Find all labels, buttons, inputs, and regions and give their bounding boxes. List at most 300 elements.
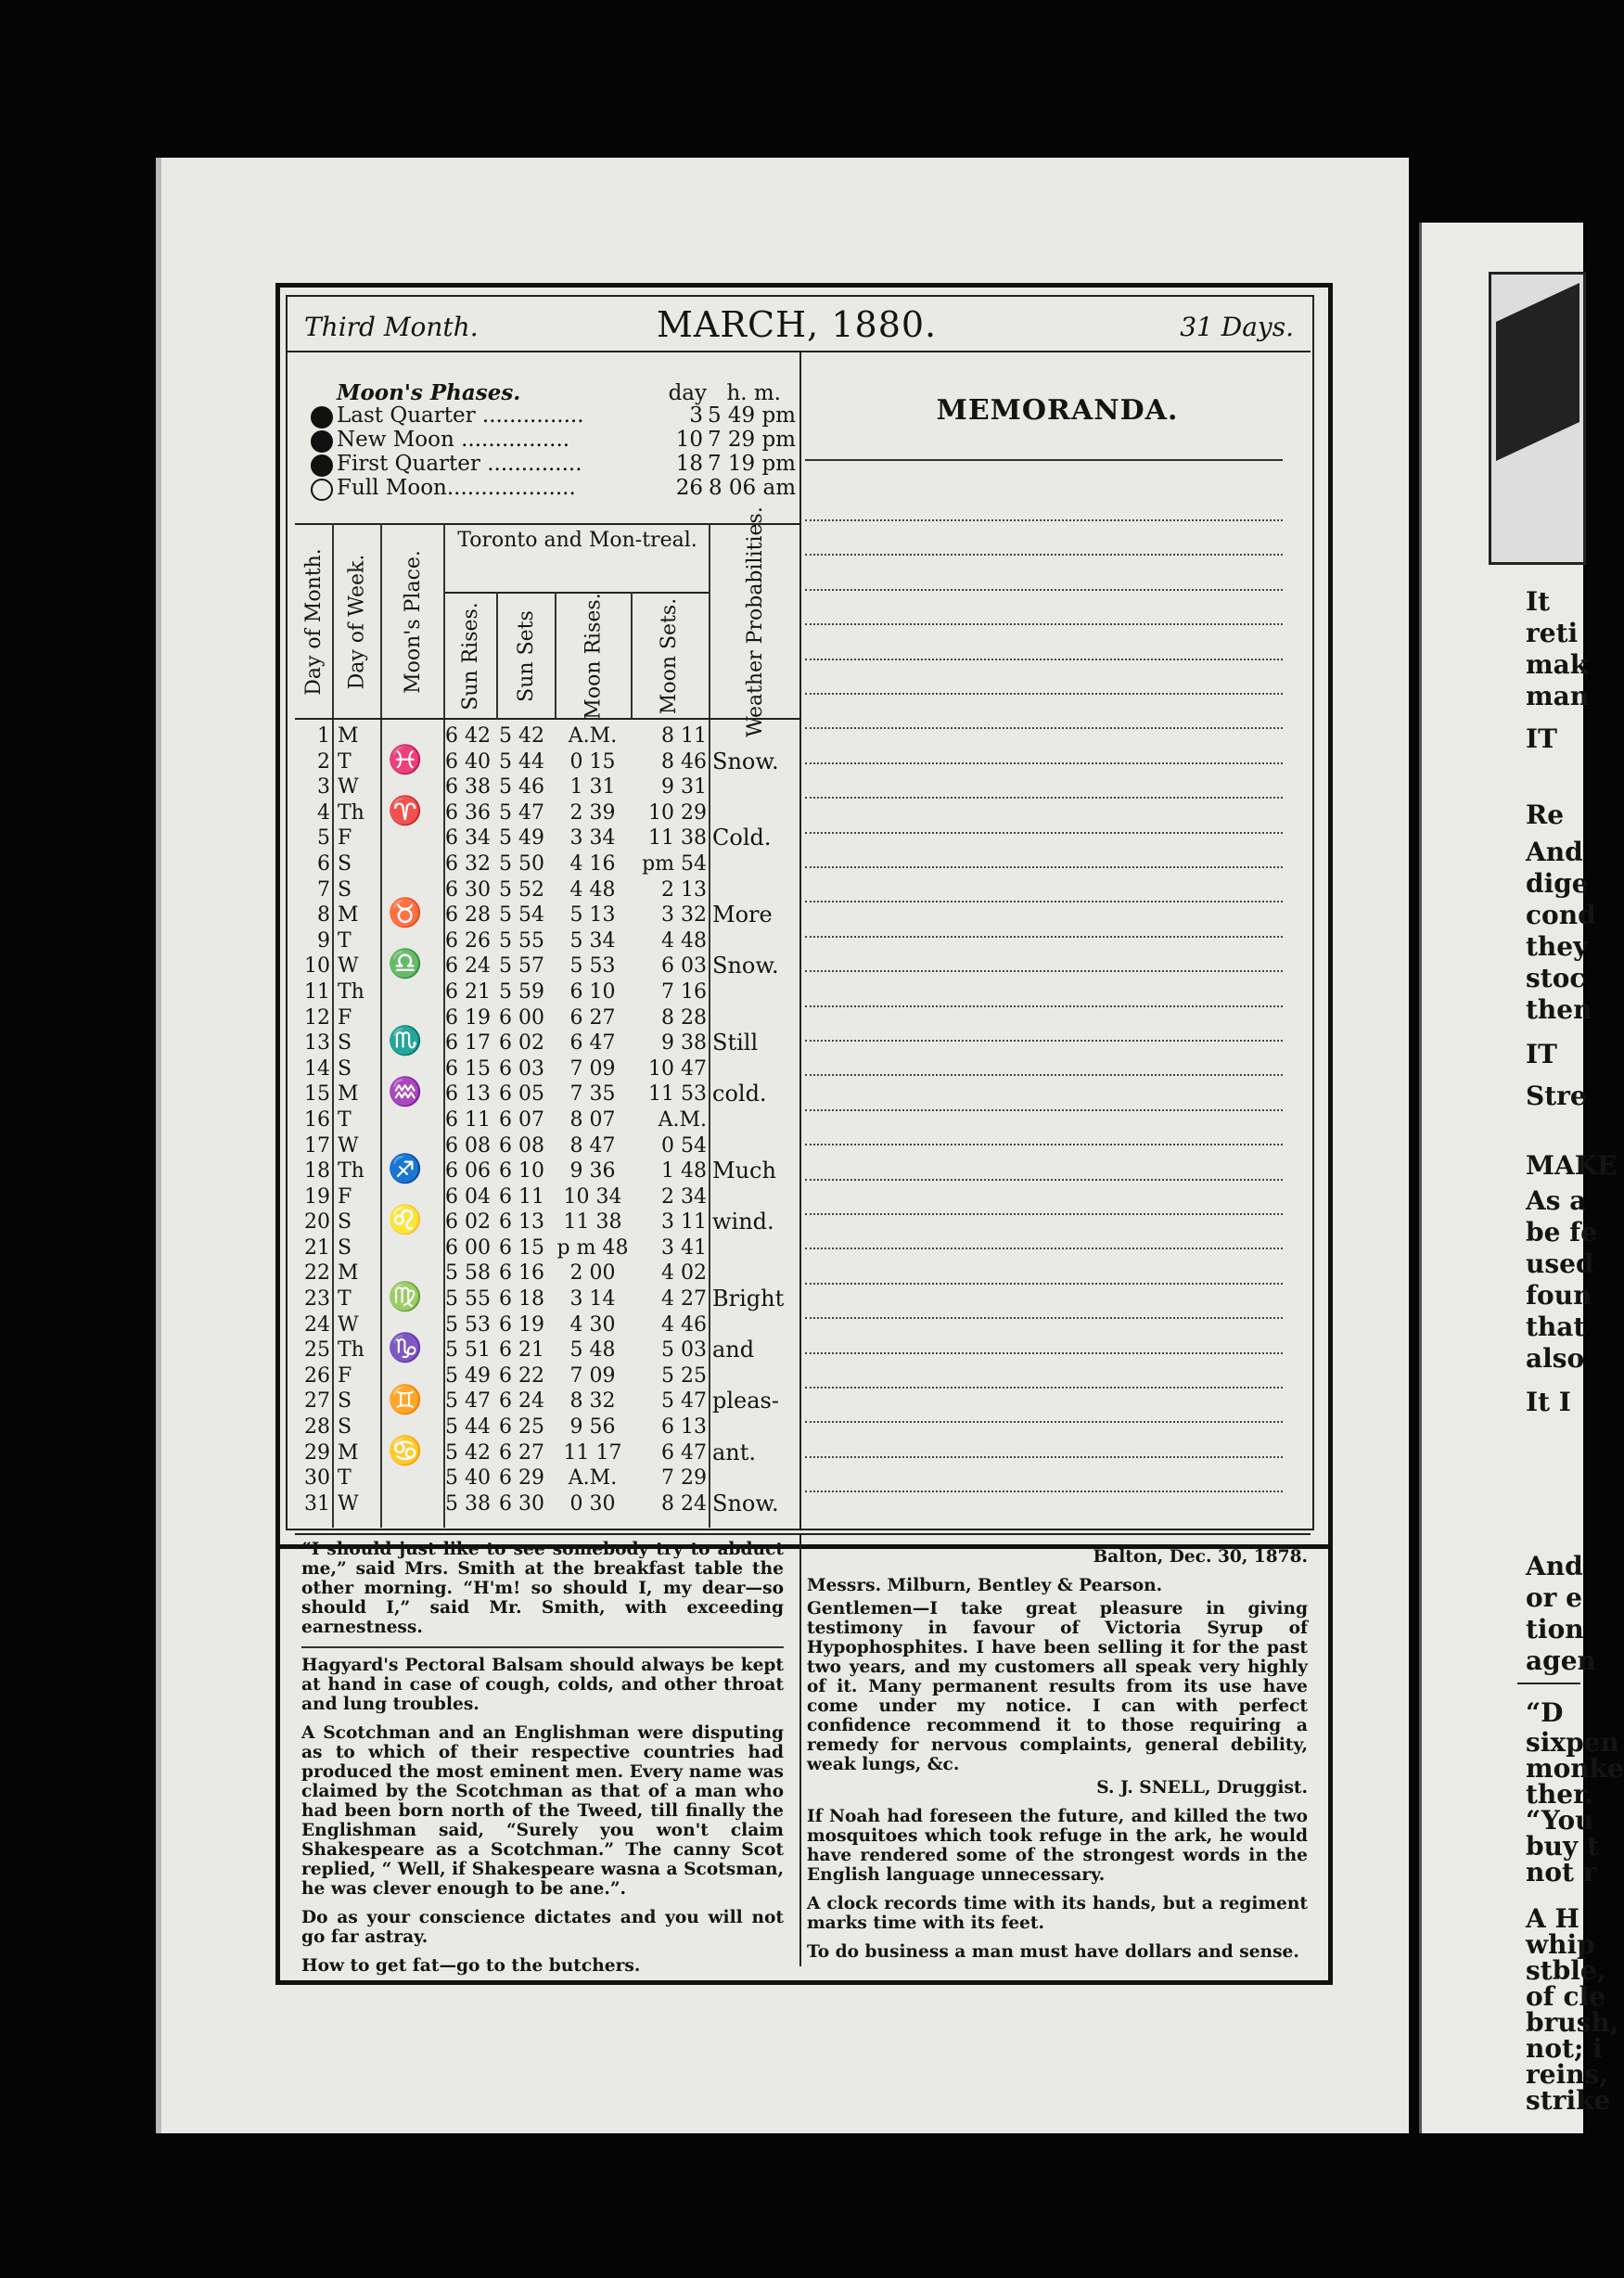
sun-sets: 6 08: [499, 1133, 544, 1158]
day-of-month: 30: [304, 1466, 330, 1491]
phase-name: Full Moon...................: [337, 476, 576, 500]
sun-sets: 5 57: [499, 954, 544, 979]
weather-probability: cold.: [712, 1081, 767, 1107]
calendar-row: [295, 1337, 799, 1363]
calendar-row: [295, 1005, 799, 1031]
adjacent-page-text: “You: [1526, 1805, 1594, 1836]
day-of-month: 24: [304, 1312, 330, 1337]
day-of-week: F: [338, 1363, 352, 1388]
column-divider: [799, 351, 801, 1529]
sun-sets: 5 42: [499, 724, 544, 748]
day-of-week: Th: [338, 1338, 364, 1363]
adjacent-page-text: tion: [1526, 1614, 1584, 1645]
calendar-row: [295, 877, 799, 903]
day-of-week: T: [338, 1107, 352, 1132]
calendar-row: [295, 749, 799, 775]
weather-probability: Snow.: [712, 953, 779, 979]
memoranda-line: [805, 1456, 1283, 1458]
calendar-row: [295, 1312, 799, 1338]
adjacent-page-text: man: [1526, 681, 1590, 711]
day-of-month: 4: [317, 800, 330, 825]
moon-phase-row: [311, 453, 799, 477]
memoranda-line: [805, 1109, 1283, 1111]
day-of-month: 18: [304, 1159, 330, 1184]
sun-rises: 6 24: [445, 954, 491, 979]
day-of-month: 10: [304, 954, 330, 979]
adjacent-page-text: “D: [1526, 1697, 1564, 1728]
month-header: [286, 295, 1311, 352]
day-of-week: M: [338, 724, 359, 748]
maxim-business: To do business a man must have dollars and sense.: [807, 1942, 1299, 1962]
moon-rises: 7 09: [569, 1363, 616, 1388]
calendar-rows: [295, 723, 799, 1517]
sun-sets: 6 24: [499, 1389, 544, 1414]
moon-rises: 4 16: [569, 851, 616, 876]
anecdote-abduct: “I should just like to see somebody try to abduct me,” said Mrs. Smith at the breakfast table the other morning. “H'm! so should I, my dear—so should I,” said Mr. Smith, with exceeding earnestness.: [301, 1540, 784, 1637]
lower-column-divider: [799, 1535, 801, 1966]
day-of-month: 12: [304, 1005, 330, 1030]
maxim-fat: How to get fat—go to the butchers.: [301, 1956, 641, 1976]
sun-rises: 5 42: [445, 1440, 491, 1465]
phase-time: 5 49 pm: [707, 403, 796, 428]
sun-sets: 6 13: [499, 1210, 544, 1235]
moon-rises: 8 32: [569, 1389, 616, 1414]
letter-address: Messrs. Milburn, Bentley & Pearson.: [807, 1576, 1163, 1595]
phase-day: 18: [675, 452, 703, 476]
memoranda-line: [805, 797, 1283, 799]
sun-sets: 5 54: [499, 903, 544, 928]
sun-sets: 5 46: [499, 775, 544, 800]
day-of-week: S: [338, 1415, 352, 1440]
moon-rises: p m 48: [556, 1235, 629, 1260]
maxim-conscience: Do as your conscience dictates and you will not go far astray.: [301, 1908, 784, 1947]
calendar-top-rule: [295, 523, 799, 525]
sun-sets: 6 10: [499, 1159, 544, 1184]
adjacent-page-text: Stre: [1526, 1081, 1587, 1111]
calendar-row: [295, 1184, 799, 1210]
phase-name: Last Quarter ...............: [337, 403, 584, 428]
adjacent-page-text: be fe: [1526, 1217, 1597, 1248]
col-line: [555, 592, 556, 718]
moon-sets: 8 11: [661, 724, 707, 748]
moon-rises: 6 47: [569, 1031, 616, 1056]
sun-rises: 6 40: [445, 749, 491, 774]
moon-sets: 11 53: [648, 1082, 707, 1107]
moon-rises: 3 14: [569, 1287, 616, 1312]
adjacent-page-text: then: [1526, 994, 1592, 1025]
memoranda-line: [805, 1283, 1283, 1285]
weather-probability: Snow.: [712, 1490, 779, 1517]
sun-sets: 6 29: [499, 1466, 544, 1491]
moon-sets: 4 46: [661, 1312, 707, 1337]
adjacent-page-text: And: [1526, 837, 1583, 867]
day-of-month: 9: [317, 928, 330, 953]
memoranda-line: [805, 970, 1283, 972]
weather-probability: Much: [712, 1158, 776, 1184]
moon-rises: 9 36: [569, 1159, 616, 1184]
day-of-week: W: [338, 1491, 359, 1516]
adjacent-page-text: that: [1526, 1312, 1586, 1342]
moon-sets: 2 34: [661, 1184, 707, 1209]
sun-rises: 6 17: [445, 1031, 491, 1056]
sun-sets: 5 52: [499, 877, 544, 902]
day-of-month: 16: [304, 1107, 330, 1132]
sun-rises: 6 04: [445, 1184, 491, 1209]
sun-sets: 6 27: [499, 1440, 544, 1465]
adjacent-page-text: As a: [1526, 1185, 1587, 1216]
calendar-row: [295, 774, 799, 800]
moon-rises: 7 09: [569, 1056, 616, 1081]
day-of-month: 17: [304, 1133, 330, 1158]
memoranda-line: [805, 693, 1283, 695]
taurus-sign-icon: ♉: [388, 897, 423, 930]
day-of-month: 2: [317, 749, 330, 774]
moon-rises: 0 30: [569, 1491, 616, 1516]
moon-sets: 6 13: [661, 1415, 707, 1440]
sun-sets: 6 07: [499, 1107, 544, 1132]
moon-rises: 8 07: [569, 1107, 616, 1132]
day-of-week: S: [338, 1210, 352, 1235]
day-of-month: 11: [304, 979, 330, 1004]
weather-probability: More: [712, 902, 773, 928]
moon-rises: 2 39: [569, 800, 616, 825]
sun-rises: 6 26: [445, 928, 491, 953]
moon-sets: 5 03: [661, 1338, 707, 1363]
calendar-row: [295, 1107, 799, 1133]
sun-rises: 6 08: [445, 1133, 491, 1158]
sun-rises: 6 11: [445, 1107, 491, 1132]
sun-sets: 6 00: [499, 1005, 544, 1030]
full-moon-icon: [311, 479, 333, 501]
header-toronto-montreal: Toronto and Mon-treal.: [445, 529, 710, 594]
sun-sets: 6 11: [499, 1184, 544, 1209]
moon-rises: 3 34: [569, 826, 616, 851]
adjacent-page-text: buy t: [1526, 1831, 1599, 1862]
weather-probability: wind.: [712, 1209, 774, 1235]
calendar-row: [295, 1491, 799, 1517]
anecdote-noah: If Noah had foreseen the future, and killed the two mosquitoes which took refuge in the ark, he would have rendered some of the strongest words in the English language unnecessary.: [807, 1807, 1308, 1885]
moon-sets: 10 29: [648, 800, 707, 825]
day-of-month: 20: [304, 1210, 330, 1235]
calendar-row: [295, 1235, 799, 1261]
moon-rises: 5 34: [569, 928, 616, 953]
moon-sets: 6 03: [661, 954, 707, 979]
day-of-month: 1: [317, 724, 330, 748]
moon-sets: pm 54: [642, 851, 707, 876]
calendar-header-rule: [295, 718, 799, 720]
day-of-month: 31: [304, 1491, 330, 1516]
memoranda-title: MEMORANDA.: [936, 394, 1179, 427]
day-of-month: 5: [317, 826, 330, 851]
sun-rises: 6 38: [445, 775, 491, 800]
moon-sets: 3 41: [661, 1235, 707, 1260]
day-of-week: T: [338, 1466, 352, 1491]
weather-probability: Still: [712, 1030, 759, 1056]
memoranda-line: [805, 762, 1283, 764]
sun-rises: 5 44: [445, 1415, 491, 1440]
sun-sets: 6 15: [499, 1235, 544, 1260]
memoranda-line: [805, 623, 1283, 625]
header-sun-sets: Sun Sets: [514, 609, 538, 702]
moon-sets: 8 46: [661, 749, 707, 774]
adjacent-page-text: they: [1526, 931, 1589, 962]
day-of-week: Th: [338, 979, 364, 1004]
phase-name: First Quarter ..............: [337, 452, 582, 476]
calendar-row: [295, 1209, 799, 1235]
letter-signature: S. J. SNELL, Druggist.: [1096, 1778, 1308, 1798]
sun-rises: 6 34: [445, 826, 491, 851]
sun-sets: 6 05: [499, 1082, 544, 1107]
day-of-month: 6: [317, 851, 330, 876]
moon-rises: 5 53: [569, 954, 616, 979]
memoranda-line: [805, 1213, 1283, 1215]
day-of-month: 28: [304, 1415, 330, 1440]
memoranda-line: [805, 554, 1283, 556]
moon-sets: 2 13: [661, 877, 707, 902]
day-of-week: W: [338, 1312, 359, 1337]
sun-rises: 5 51: [445, 1338, 491, 1363]
moon-rises: 2 00: [569, 1261, 616, 1286]
sun-rises: 5 53: [445, 1312, 491, 1337]
moon-sets: 4 48: [661, 928, 707, 953]
day-of-month: 29: [304, 1440, 330, 1465]
calendar-row: [295, 1440, 799, 1466]
moon-rises: 4 48: [569, 877, 616, 902]
adjacent-page-text: IT: [1526, 1039, 1557, 1069]
weather-probability: Snow.: [712, 748, 779, 774]
moon-rises: 6 27: [569, 1005, 616, 1030]
moon-rises: 0 15: [569, 749, 616, 774]
memoranda-rule: [805, 459, 1283, 461]
memoranda-line: [805, 1248, 1283, 1249]
adjacent-page-text: reins,: [1526, 2059, 1609, 2090]
weather-probability: pleas-: [712, 1388, 779, 1414]
libra-sign-icon: ♎: [388, 948, 423, 981]
moon-sets: 6 47: [661, 1440, 707, 1465]
moon-rises: 6 10: [569, 979, 616, 1004]
moon-phases: [311, 382, 799, 501]
sun-sets: 5 59: [499, 979, 544, 1004]
balsam-advert: Hagyard's Pectoral Balsam should always be kept at hand in case of cough, colds, and other throat and lung troubles.: [301, 1656, 784, 1714]
sun-rises: 5 55: [445, 1287, 491, 1312]
header-moons-place: Moon's Place.: [401, 549, 425, 694]
calendar-row: [295, 1081, 799, 1107]
moon-sets: 8 28: [661, 1005, 707, 1030]
memoranda-line: [805, 1491, 1283, 1492]
memoranda-line: [805, 866, 1283, 868]
anecdotes-column: [301, 1540, 784, 1985]
calendar-row: [295, 1286, 799, 1312]
memoranda-line: [805, 832, 1283, 834]
day-of-month: 19: [304, 1184, 330, 1209]
moon-sets: 0 54: [661, 1133, 707, 1158]
sun-sets: 5 47: [499, 800, 544, 825]
moon-sets: 5 47: [661, 1389, 707, 1414]
day-of-month: 22: [304, 1261, 330, 1286]
day-of-month: 26: [304, 1363, 330, 1388]
sun-sets: 5 55: [499, 928, 544, 953]
day-of-week: T: [338, 1287, 352, 1312]
memoranda-line: [805, 936, 1283, 938]
weather-probability: and: [712, 1337, 755, 1363]
sun-sets: 6 18: [499, 1287, 544, 1312]
sun-rises: 6 21: [445, 979, 491, 1004]
moon-sets: 9 38: [661, 1031, 707, 1056]
moon-phase-row: [311, 477, 799, 501]
day-of-month: 7: [317, 877, 330, 902]
sun-sets: 6 02: [499, 1031, 544, 1056]
virgo-sign-icon: ♍: [388, 1281, 423, 1314]
adjacent-page-text: dige: [1526, 868, 1589, 899]
moon-rises: 1 31: [569, 775, 616, 800]
adjacent-page-text: A H: [1526, 1903, 1579, 1934]
sun-sets: 6 21: [499, 1338, 544, 1363]
adjacent-page-text: stble,: [1526, 1955, 1606, 1986]
adjacent-page-text: not r: [1526, 1857, 1597, 1888]
adjacent-page-text: foun: [1526, 1280, 1592, 1311]
lower-rule: [295, 1533, 1311, 1535]
day-of-week: M: [338, 903, 359, 928]
day-of-week: W: [338, 775, 359, 800]
calendar-row: [295, 723, 799, 749]
moon-rises: 11 38: [563, 1210, 622, 1235]
capricorn-sign-icon: ♑: [388, 1332, 423, 1365]
memoranda-line: [805, 1387, 1283, 1389]
calendar-row: [295, 928, 799, 954]
moon-sets: 4 27: [661, 1287, 707, 1312]
aries-sign-icon: ♈: [388, 794, 423, 827]
moon-rises: 4 30: [569, 1312, 616, 1337]
day-of-month: 25: [304, 1338, 330, 1363]
adjacent-page-text: of cle: [1526, 1981, 1605, 2012]
day-of-month: 8: [317, 903, 330, 928]
day-of-week: S: [338, 851, 352, 876]
day-of-month: 21: [304, 1235, 330, 1260]
sun-sets: 6 25: [499, 1415, 544, 1440]
day-of-week: M: [338, 1082, 359, 1107]
adjacent-page-text: whip: [1526, 1929, 1595, 1960]
adjacent-page-text: IT: [1526, 723, 1557, 754]
month-days: 31 Days.: [1180, 312, 1294, 342]
sun-rises: 5 40: [445, 1466, 491, 1491]
sun-rises: 5 49: [445, 1363, 491, 1388]
day-of-week: T: [338, 749, 352, 774]
header-moon-rises: Moon Rises.: [582, 592, 606, 720]
aquarius-sign-icon: ♒: [388, 1076, 423, 1109]
moon-sets: 9 31: [661, 775, 707, 800]
sun-rises: 6 30: [445, 877, 491, 902]
col-line: [496, 592, 498, 718]
sun-sets: 6 30: [499, 1491, 544, 1516]
moon-rises: 11 17: [563, 1440, 622, 1465]
phase-time: 8 06 am: [708, 476, 796, 500]
sun-rises: 6 42: [445, 724, 491, 748]
day-of-week: M: [338, 1261, 359, 1286]
phase-time: 7 19 pm: [707, 452, 796, 476]
letter-place-date: Balton, Dec. 30, 1878.: [1093, 1547, 1308, 1567]
sun-rises: 6 15: [445, 1056, 491, 1081]
sun-rises: 5 47: [445, 1389, 491, 1414]
memoranda-line: [805, 1317, 1283, 1319]
day-of-week: S: [338, 1389, 352, 1414]
letter-body: Gentlemen—I take great pleasure in giving testimony in favour of Victoria Syrup of Hypophosphites. I have been selling it for the past two years, and my customers all speak very highly of it. Many permanent results from its use have come under my notice. I can with perfect confidence recommend it to those requiring a remedy for nervous complaints, general debility, weak lungs, &c.: [807, 1599, 1308, 1774]
memoranda-line: [805, 519, 1283, 521]
anecdote-scotchman: A Scotchman and an Englishman were disputing as to which of their respective countries had produced the most eminent men. Every name was claimed by the Scotchman as that of a man who had been born north of the Tweed, till finally the Englishman said, “Surely you won't claim Shakespeare as a Scotchman.” The canny Scot replied, “ Well, if Shakespeare wasna a Scotsman, he was clever enough to be ane.”.: [301, 1723, 784, 1899]
leo-sign-icon: ♌: [388, 1204, 423, 1237]
sun-sets: 5 44: [499, 749, 544, 774]
calendar-row: [295, 1389, 799, 1414]
calendar-row: [295, 902, 799, 928]
moon-sets: 1 48: [661, 1159, 707, 1184]
gemini-sign-icon: ♊: [388, 1383, 423, 1416]
header-moon-sets: Moon Sets.: [658, 597, 682, 714]
weather-probability: Bright: [712, 1286, 785, 1312]
day-of-week: F: [338, 826, 352, 851]
day-of-week: S: [338, 1031, 352, 1056]
day-of-month: 23: [304, 1287, 330, 1312]
sun-rises: 6 19: [445, 1005, 491, 1030]
sun-rises: 5 58: [445, 1261, 491, 1286]
adjacent-page-text: used: [1526, 1248, 1594, 1279]
memoranda-line: [805, 1074, 1283, 1076]
sun-rises: 6 06: [445, 1159, 491, 1184]
moon-sets: A.M.: [658, 1107, 707, 1132]
first-quarter-moon-icon: [311, 454, 333, 477]
scorpio-sign-icon: ♏: [388, 1025, 423, 1058]
adjacent-page-rule: [1517, 1683, 1580, 1684]
testimonial-column: [807, 1547, 1308, 1971]
adjacent-page-text: It I: [1526, 1387, 1571, 1417]
day-of-month: 27: [304, 1389, 330, 1414]
moon-rises: 5 13: [569, 903, 616, 928]
pisces-sign-icon: ♓: [388, 743, 423, 776]
calendar-row: [295, 1261, 799, 1286]
last-quarter-moon-icon: [311, 406, 333, 429]
calendar-row: [295, 800, 799, 826]
sun-rises: 6 32: [445, 851, 491, 876]
day-of-month: 14: [304, 1056, 330, 1081]
adjacent-page-text: not; i: [1526, 2033, 1603, 2064]
calendar-row: [295, 1056, 799, 1082]
moon-sets: 7 16: [661, 979, 707, 1004]
moon-rises: A.M.: [568, 1466, 618, 1491]
memoranda-line: [805, 659, 1283, 660]
day-of-week: Th: [338, 800, 364, 825]
day-of-week: M: [338, 1440, 359, 1465]
header-day-of-week: Day of Week.: [345, 554, 369, 689]
phases-day-header: day: [668, 381, 707, 405]
adjacent-page-text: reti: [1526, 618, 1579, 648]
moon-rises: 8 47: [569, 1133, 616, 1158]
day-of-week: F: [338, 1005, 352, 1030]
phase-day: 26: [675, 476, 703, 500]
calendar-row: [295, 825, 799, 851]
day-of-week: S: [338, 877, 352, 902]
sun-rises: 6 13: [445, 1082, 491, 1107]
day-of-week: F: [338, 1184, 352, 1209]
calendar-row: [295, 1030, 799, 1056]
moon-sets: 3 32: [661, 903, 707, 928]
calendar-row: [295, 1414, 799, 1440]
moon-rises: 9 56: [569, 1415, 616, 1440]
day-of-week: W: [338, 954, 359, 979]
adjacent-page-text: MAKE: [1526, 1150, 1618, 1181]
sun-sets: 6 03: [499, 1056, 544, 1081]
memoranda-line: [805, 901, 1283, 902]
sagittarius-sign-icon: ♐: [388, 1153, 423, 1186]
moon-sets: 4 02: [661, 1261, 707, 1286]
calendar-row: [295, 1158, 799, 1184]
